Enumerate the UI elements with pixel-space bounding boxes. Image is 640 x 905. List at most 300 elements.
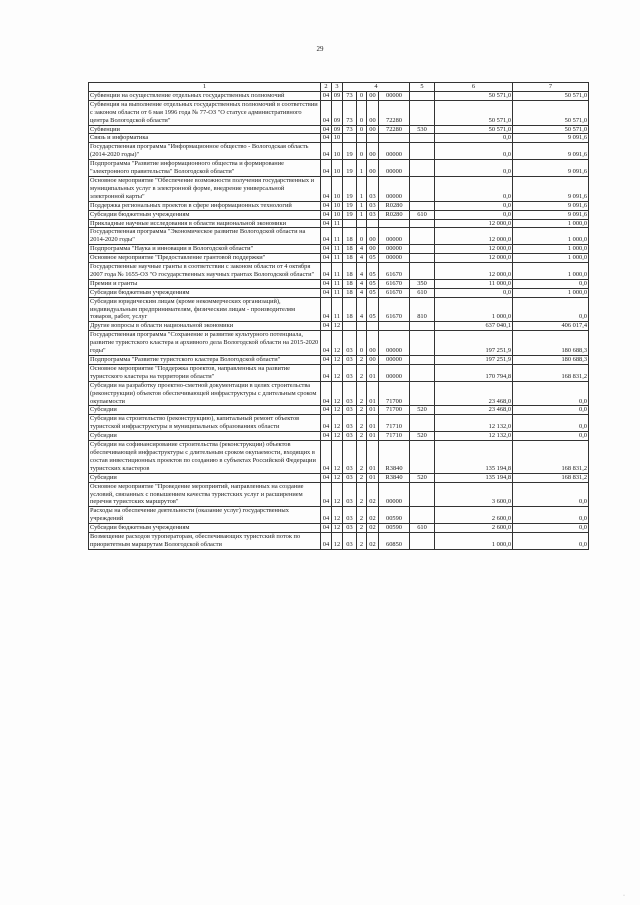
- cell-activity: 01: [367, 406, 379, 415]
- cell-subprogram: [357, 134, 367, 143]
- cell-amount-2018: 50 571,0: [513, 100, 589, 125]
- row-name: Субвенция на выполнение отдельных государственных полномочий в соответствии с законом области от 6 мая 1996 года № 77-ОЗ "О статусе административного центра Вологодской области": [89, 100, 321, 125]
- cell-expense-type: [410, 507, 435, 524]
- cell-subprogram: [357, 322, 367, 331]
- row-name: Государственная программа "Информационное общество - Вологодская область (2014-2020 годы)": [89, 143, 321, 160]
- cell-program: 18: [343, 263, 357, 280]
- cell-amount-2018: 0,0: [513, 415, 589, 432]
- cell-program: 18: [343, 245, 357, 254]
- cell-subsection: 12: [332, 331, 343, 356]
- cell-amount-2017: 11 000,0: [435, 279, 513, 288]
- cell-amount-2017: 0,0: [435, 134, 513, 143]
- cell-expense-type: [410, 219, 435, 228]
- cell-amount-2018: 50 571,0: [513, 125, 589, 134]
- cell-section: 04: [321, 441, 332, 474]
- cell-subprogram: 1: [357, 160, 367, 177]
- cell-subprogram: [357, 219, 367, 228]
- cell-item: 00000: [379, 176, 410, 201]
- cell-section: 04: [321, 415, 332, 432]
- cell-subprogram: 2: [357, 356, 367, 365]
- cell-section: 04: [321, 482, 332, 507]
- row-name: Основное мероприятие "Обеспечение возможности получения государственных и муниципальных услуг в электронной форме, внедрение универсальной электронной карты": [89, 176, 321, 201]
- cell-amount-2017: 197 251,9: [435, 331, 513, 356]
- cell-subsection: 12: [332, 441, 343, 474]
- table-row: [89, 263, 589, 280]
- cell-activity: 05: [367, 288, 379, 297]
- cell-item: 00000: [379, 331, 410, 356]
- row-name: Связь и информатика: [89, 134, 321, 143]
- cell-subprogram: 2: [357, 441, 367, 474]
- cell-program: 19: [343, 201, 357, 210]
- cell-subsection: 12: [332, 533, 343, 550]
- cell-amount-2017: 23 468,0: [435, 406, 513, 415]
- cell-section: 04: [321, 432, 332, 441]
- cell-expense-type: [410, 331, 435, 356]
- cell-expense-type: 610: [410, 288, 435, 297]
- table-row: [89, 219, 589, 228]
- cell-activity: 00: [367, 245, 379, 254]
- table-row: [89, 210, 589, 219]
- cell-subsection: 11: [332, 245, 343, 254]
- cell-subsection: 10: [332, 176, 343, 201]
- cell-subprogram: 4: [357, 288, 367, 297]
- cell-amount-2017: 0,0: [435, 210, 513, 219]
- cell-subprogram: 4: [357, 254, 367, 263]
- cell-expense-type: 520: [410, 432, 435, 441]
- cell-expense-type: 810: [410, 297, 435, 322]
- cell-item: R3840: [379, 441, 410, 474]
- table-row: [89, 160, 589, 177]
- cell-subsection: 12: [332, 507, 343, 524]
- table-header-row: [89, 83, 589, 92]
- cell-expense-type: [410, 176, 435, 201]
- cell-activity: 05: [367, 263, 379, 280]
- cell-program: 03: [343, 406, 357, 415]
- cell-program: 03: [343, 441, 357, 474]
- cell-amount-2018: 0,0: [513, 482, 589, 507]
- row-name: Субсидии на разработку проектно-сметной документации в целях строительства (реконструкции) объектов обеспечивающей инфраструктуры с длительным сроком окупаемости: [89, 381, 321, 406]
- cell-amount-2018: 9 091,6: [513, 143, 589, 160]
- cell-section: 04: [321, 524, 332, 533]
- table-row: [89, 356, 589, 365]
- cell-subsection: 09: [332, 100, 343, 125]
- cell-program: 03: [343, 524, 357, 533]
- cell-item: [379, 322, 410, 331]
- cell-item: [379, 219, 410, 228]
- cell-item: 00000: [379, 356, 410, 365]
- cell-subsection: 09: [332, 91, 343, 100]
- cell-activity: 00: [367, 228, 379, 245]
- cell-amount-2017: 0,0: [435, 176, 513, 201]
- cell-amount-2017: 135 194,8: [435, 441, 513, 474]
- cell-expense-type: 520: [410, 473, 435, 482]
- cell-amount-2017: 12 000,0: [435, 228, 513, 245]
- cell-amount-2017: 23 468,0: [435, 381, 513, 406]
- table-row: [89, 415, 589, 432]
- row-name: Подпрограмма "Развитие информационного общества и формирование "электронного правительства" Вологодской области": [89, 160, 321, 177]
- cell-amount-2018: 1 000,0: [513, 228, 589, 245]
- cell-subsection: 12: [332, 415, 343, 432]
- cell-subprogram: 0: [357, 91, 367, 100]
- cell-amount-2017: 637 040,1: [435, 322, 513, 331]
- cell-amount-2017: 50 571,0: [435, 100, 513, 125]
- cell-subsection: 11: [332, 279, 343, 288]
- cell-amount-2017: 2 600,0: [435, 507, 513, 524]
- cell-subsection: 12: [332, 473, 343, 482]
- cell-subprogram: 0: [357, 125, 367, 134]
- cell-expense-type: [410, 263, 435, 280]
- cell-program: 03: [343, 432, 357, 441]
- cell-program: 03: [343, 381, 357, 406]
- cell-program: 03: [343, 331, 357, 356]
- cell-subsection: 12: [332, 432, 343, 441]
- cell-section: 04: [321, 356, 332, 365]
- cell-activity: 01: [367, 473, 379, 482]
- header-col-4: 4: [343, 83, 410, 92]
- cell-activity: 00: [367, 160, 379, 177]
- table-row: [89, 432, 589, 441]
- cell-subprogram: 0: [357, 143, 367, 160]
- cell-item: 72280: [379, 100, 410, 125]
- row-name: Подпрограмма "Развитие туристского кластера Вологодской области": [89, 356, 321, 365]
- cell-subprogram: 4: [357, 297, 367, 322]
- cell-amount-2018: 1 000,0: [513, 288, 589, 297]
- cell-section: 04: [321, 100, 332, 125]
- cell-item: R0280: [379, 210, 410, 219]
- table-row: [89, 134, 589, 143]
- table-row: [89, 524, 589, 533]
- cell-item: [379, 134, 410, 143]
- cell-amount-2018: 1 000,0: [513, 254, 589, 263]
- cell-amount-2018: 0,0: [513, 432, 589, 441]
- cell-section: 04: [321, 364, 332, 381]
- cell-subprogram: 2: [357, 482, 367, 507]
- table-row: [89, 507, 589, 524]
- row-name: Другие вопросы в области национальной экономики: [89, 322, 321, 331]
- cell-amount-2017: 50 571,0: [435, 91, 513, 100]
- cell-expense-type: [410, 364, 435, 381]
- cell-amount-2018: 9 091,6: [513, 176, 589, 201]
- page-number: 29: [316, 45, 324, 53]
- cell-program: 19: [343, 176, 357, 201]
- row-name: Прикладные научные исследования в области национальной экономики: [89, 219, 321, 228]
- cell-amount-2018: 180 688,3: [513, 331, 589, 356]
- cell-program: 18: [343, 228, 357, 245]
- table-row: [89, 441, 589, 474]
- cell-item: 71700: [379, 381, 410, 406]
- cell-amount-2018: 0,0: [513, 533, 589, 550]
- cell-expense-type: [410, 381, 435, 406]
- cell-program: 19: [343, 143, 357, 160]
- table-row: [89, 176, 589, 201]
- cell-program: 18: [343, 279, 357, 288]
- cell-subsection: 10: [332, 210, 343, 219]
- cell-expense-type: [410, 228, 435, 245]
- cell-amount-2018: 50 571,0: [513, 91, 589, 100]
- budget-table: [88, 82, 589, 550]
- cell-activity: 01: [367, 364, 379, 381]
- cell-section: 04: [321, 245, 332, 254]
- cell-amount-2017: 197 251,9: [435, 356, 513, 365]
- cell-subsection: 10: [332, 201, 343, 210]
- table-row: [89, 125, 589, 134]
- cell-section: 04: [321, 210, 332, 219]
- cell-amount-2018: 168 831,2: [513, 473, 589, 482]
- cell-expense-type: [410, 533, 435, 550]
- cell-program: 73: [343, 91, 357, 100]
- row-name: Субсидии: [89, 406, 321, 415]
- cell-amount-2018: 168 831,2: [513, 364, 589, 381]
- cell-expense-type: [410, 160, 435, 177]
- cell-activity: 05: [367, 297, 379, 322]
- cell-amount-2017: 12 132,0: [435, 415, 513, 432]
- table-row: [89, 406, 589, 415]
- cell-activity: 03: [367, 210, 379, 219]
- row-name: Основное мероприятие "Поддержка проектов, направленных на развитие туристского кластера на территории области": [89, 364, 321, 381]
- cell-item: 00000: [379, 160, 410, 177]
- cell-subsection: 12: [332, 524, 343, 533]
- cell-amount-2018: 1 000,0: [513, 245, 589, 254]
- cell-activity: 00: [367, 331, 379, 356]
- cell-subsection: 11: [332, 288, 343, 297]
- table-row: [89, 288, 589, 297]
- cell-section: 04: [321, 322, 332, 331]
- cell-subprogram: 2: [357, 364, 367, 381]
- table-row: [89, 331, 589, 356]
- row-name: Субсидии: [89, 432, 321, 441]
- cell-subprogram: 4: [357, 263, 367, 280]
- row-name: Субсидии на строительство (реконструкцию), капитальный ремонт объектов туристской инфраструктуры в муниципальных образованиях области: [89, 415, 321, 432]
- cell-subprogram: 2: [357, 381, 367, 406]
- cell-section: 04: [321, 219, 332, 228]
- cell-amount-2018: 0,0: [513, 381, 589, 406]
- cell-subprogram: 4: [357, 279, 367, 288]
- row-name: Подпрограмма "Наука и инновации в Вологодской области": [89, 245, 321, 254]
- row-name: Государственная программа "Сохранение и развитие культурного потенциала, развитие туристского кластера и архивного дела Вологодской области на 2015-2020 годы": [89, 331, 321, 356]
- cell-activity: 01: [367, 381, 379, 406]
- cell-subprogram: 2: [357, 432, 367, 441]
- cell-activity: 01: [367, 415, 379, 432]
- table-row: [89, 533, 589, 550]
- cell-subsection: 12: [332, 406, 343, 415]
- cell-program: [343, 219, 357, 228]
- cell-program: 03: [343, 533, 357, 550]
- header-col-6: 6: [435, 83, 513, 92]
- cell-subprogram: 0: [357, 100, 367, 125]
- cell-amount-2017: 12 000,0: [435, 245, 513, 254]
- cell-expense-type: 520: [410, 406, 435, 415]
- cell-section: 04: [321, 160, 332, 177]
- cell-amount-2017: 12 000,0: [435, 254, 513, 263]
- cell-activity: [367, 322, 379, 331]
- scan-mark: ·: [623, 893, 625, 899]
- cell-subsection: 11: [332, 263, 343, 280]
- cell-program: 03: [343, 415, 357, 432]
- cell-amount-2018: 1 000,0: [513, 263, 589, 280]
- cell-item: 60850: [379, 533, 410, 550]
- cell-item: 71700: [379, 406, 410, 415]
- cell-item: 61670: [379, 279, 410, 288]
- row-name: Субсидии: [89, 473, 321, 482]
- cell-section: 04: [321, 288, 332, 297]
- cell-amount-2017: 3 600,0: [435, 482, 513, 507]
- cell-activity: 01: [367, 432, 379, 441]
- cell-subsection: 10: [332, 160, 343, 177]
- cell-amount-2017: 12 132,0: [435, 432, 513, 441]
- row-name: Субсидии юридическим лицам (кроме некоммерческих организаций), индивидуальным предпринимателям, физическим лицам - производителям товаров, работ, услуг: [89, 297, 321, 322]
- cell-amount-2017: 170 794,8: [435, 364, 513, 381]
- cell-subsection: 11: [332, 254, 343, 263]
- cell-amount-2017: 0,0: [435, 288, 513, 297]
- cell-item: 71710: [379, 415, 410, 432]
- cell-item: 00000: [379, 364, 410, 381]
- cell-expense-type: 610: [410, 210, 435, 219]
- cell-section: 04: [321, 533, 332, 550]
- cell-program: 73: [343, 100, 357, 125]
- cell-expense-type: [410, 91, 435, 100]
- cell-item: 00000: [379, 245, 410, 254]
- cell-subsection: 11: [332, 297, 343, 322]
- cell-program: 19: [343, 160, 357, 177]
- cell-program: [343, 322, 357, 331]
- cell-item: 00000: [379, 482, 410, 507]
- cell-amount-2018: 0,0: [513, 297, 589, 322]
- row-name: Субвенции на осуществление отдельных государственных полномочий: [89, 91, 321, 100]
- cell-subprogram: 2: [357, 473, 367, 482]
- header-col-7: 7: [513, 83, 589, 92]
- cell-activity: 00: [367, 100, 379, 125]
- cell-program: 03: [343, 482, 357, 507]
- cell-activity: 00: [367, 356, 379, 365]
- cell-expense-type: 350: [410, 279, 435, 288]
- cell-subsection: 12: [332, 322, 343, 331]
- cell-program: 03: [343, 356, 357, 365]
- cell-program: 03: [343, 507, 357, 524]
- cell-program: 18: [343, 297, 357, 322]
- table-row: [89, 228, 589, 245]
- cell-amount-2017: 12 000,0: [435, 263, 513, 280]
- cell-amount-2018: 180 688,3: [513, 356, 589, 365]
- cell-amount-2017: 12 000,0: [435, 219, 513, 228]
- cell-program: 03: [343, 473, 357, 482]
- cell-amount-2017: 0,0: [435, 160, 513, 177]
- cell-activity: 02: [367, 482, 379, 507]
- cell-item: 61670: [379, 288, 410, 297]
- table-row: [89, 91, 589, 100]
- cell-subsection: 12: [332, 364, 343, 381]
- cell-amount-2018: 0,0: [513, 507, 589, 524]
- table-row: [89, 254, 589, 263]
- cell-expense-type: 610: [410, 524, 435, 533]
- cell-subprogram: 2: [357, 415, 367, 432]
- cell-subprogram: 2: [357, 533, 367, 550]
- cell-expense-type: [410, 356, 435, 365]
- cell-item: 00590: [379, 507, 410, 524]
- row-name: Государственные научные гранты в соответствии с законом области от 4 октября 2007 года № 1655-ОЗ "О государственных научных грантах Вологодской области": [89, 263, 321, 280]
- cell-section: 04: [321, 406, 332, 415]
- cell-subprogram: 4: [357, 245, 367, 254]
- cell-subprogram: 2: [357, 507, 367, 524]
- cell-item: 00000: [379, 254, 410, 263]
- cell-section: 04: [321, 228, 332, 245]
- table-row: [89, 381, 589, 406]
- table-row: [89, 143, 589, 160]
- cell-section: 04: [321, 507, 332, 524]
- cell-amount-2018: 0,0: [513, 524, 589, 533]
- cell-section: 04: [321, 91, 332, 100]
- cell-amount-2018: 168 831,2: [513, 441, 589, 474]
- row-name: Премии и гранты: [89, 279, 321, 288]
- cell-subsection: 12: [332, 356, 343, 365]
- cell-subsection: 12: [332, 381, 343, 406]
- cell-item: 00590: [379, 524, 410, 533]
- cell-subprogram: 0: [357, 331, 367, 356]
- table-row: [89, 322, 589, 331]
- cell-item: R3840: [379, 473, 410, 482]
- cell-section: 04: [321, 331, 332, 356]
- cell-subsection: 12: [332, 482, 343, 507]
- row-name: Возмещение расходов туроператорам, обеспечивающих туристский поток по приоритетным маршрутам Вологодской области: [89, 533, 321, 550]
- header-col-1: 1: [89, 83, 321, 92]
- cell-activity: 03: [367, 201, 379, 210]
- cell-amount-2017: 1 000,0: [435, 533, 513, 550]
- cell-subsection: 10: [332, 134, 343, 143]
- cell-section: 04: [321, 473, 332, 482]
- row-name: Субсидии бюджетным учреждениям: [89, 210, 321, 219]
- cell-amount-2018: 0,0: [513, 279, 589, 288]
- cell-section: 04: [321, 143, 332, 160]
- cell-amount-2017: 0,0: [435, 201, 513, 210]
- cell-item: R0280: [379, 201, 410, 210]
- cell-section: 04: [321, 279, 332, 288]
- table-row: [89, 473, 589, 482]
- cell-program: 03: [343, 364, 357, 381]
- cell-amount-2018: 9 091,6: [513, 160, 589, 177]
- cell-program: 18: [343, 288, 357, 297]
- cell-activity: 05: [367, 279, 379, 288]
- cell-expense-type: [410, 415, 435, 432]
- cell-amount-2017: 0,0: [435, 143, 513, 160]
- cell-section: 04: [321, 125, 332, 134]
- cell-section: 04: [321, 254, 332, 263]
- cell-activity: 02: [367, 524, 379, 533]
- row-name: Основное мероприятие "Предоставление грантовой поддержки": [89, 254, 321, 263]
- cell-subsection: 11: [332, 228, 343, 245]
- cell-item: 00000: [379, 91, 410, 100]
- cell-section: 04: [321, 381, 332, 406]
- cell-subprogram: 1: [357, 201, 367, 210]
- cell-expense-type: [410, 322, 435, 331]
- cell-amount-2018: 1 000,0: [513, 219, 589, 228]
- cell-section: 04: [321, 176, 332, 201]
- table-row: [89, 100, 589, 125]
- cell-section: 04: [321, 263, 332, 280]
- cell-amount-2018: 406 017,4: [513, 322, 589, 331]
- cell-amount-2018: 9 091,6: [513, 201, 589, 210]
- cell-subsection: 11: [332, 219, 343, 228]
- header-col-2: 2: [321, 83, 332, 92]
- cell-amount-2017: 2 600,0: [435, 524, 513, 533]
- cell-activity: 00: [367, 91, 379, 100]
- table-row: [89, 364, 589, 381]
- cell-expense-type: 530: [410, 125, 435, 134]
- table-row: [89, 482, 589, 507]
- row-name: Основное мероприятие "Проведение мероприятий, направленных на создание условий, связанных с повышением качества туристских услуг и расширением перечня туристских маршрутов": [89, 482, 321, 507]
- cell-program: 19: [343, 210, 357, 219]
- cell-subsection: 10: [332, 143, 343, 160]
- cell-activity: 02: [367, 533, 379, 550]
- cell-expense-type: [410, 201, 435, 210]
